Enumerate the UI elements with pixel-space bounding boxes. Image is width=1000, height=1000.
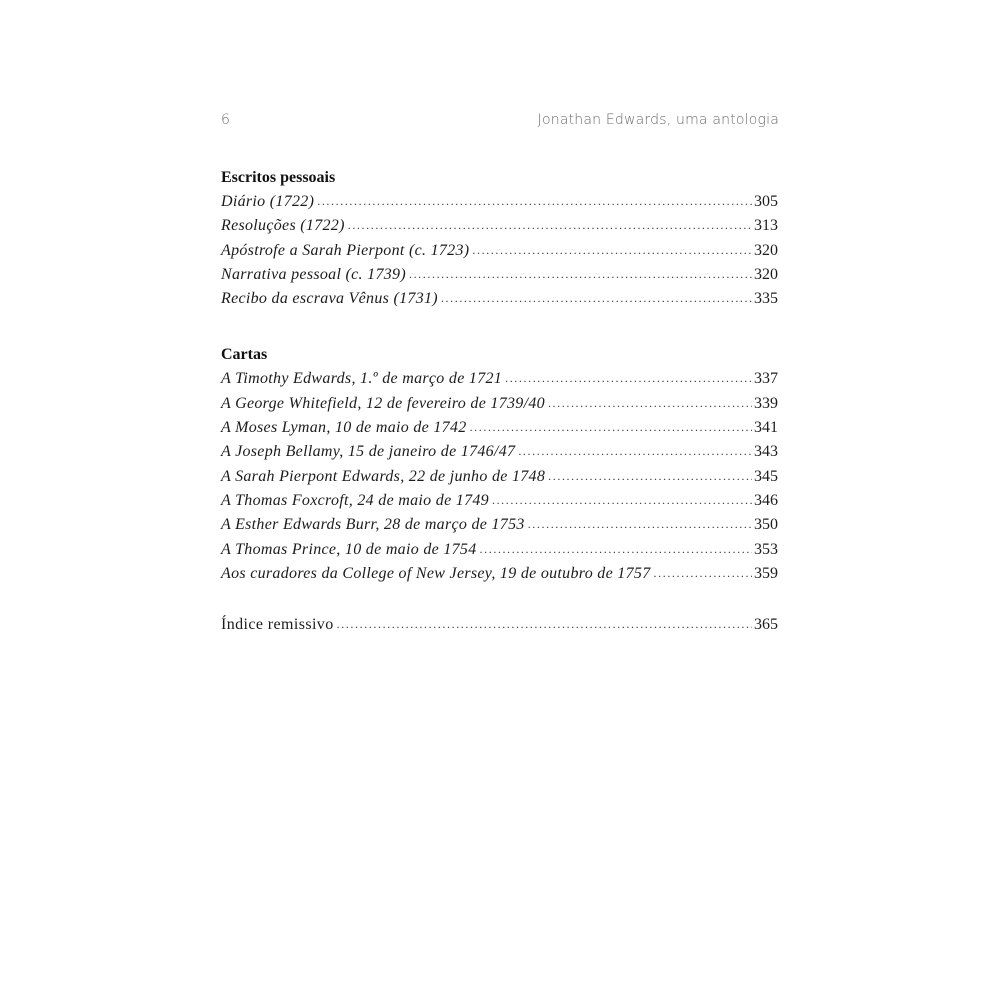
toc-entry-title: Narrativa pessoal (c. 1739)	[221, 265, 406, 283]
toc-entry-page: 346	[754, 491, 778, 509]
toc-entry-page: 339	[754, 394, 778, 412]
toc-entry-title: A Esther Edwards Burr, 28 de março de 1753	[221, 516, 525, 534]
toc-entry	[221, 489, 778, 513]
toc-entry-page: 365	[754, 616, 778, 634]
toc-entry-title: A George Whitefield, 12 de fevereiro de 1739/40	[221, 394, 545, 412]
dot-leader	[518, 439, 752, 463]
toc-entry-title: Aos curadores da College of New Jersey, 19 de outubro de 1757	[221, 564, 651, 582]
dot-leader	[528, 512, 752, 536]
toc-entry-page: 353	[754, 540, 778, 558]
dot-leader	[492, 488, 752, 512]
toc-entry	[221, 513, 778, 537]
toc-entry-title: Apóstrofe a Sarah Pierpont (c. 1723)	[221, 241, 470, 259]
page-number: 6	[221, 112, 231, 128]
toc-entry	[221, 465, 778, 489]
toc-entry-page: 341	[754, 419, 778, 437]
section-heading-escritos-pessoais: Escritos pessoais	[221, 169, 336, 186]
toc-entry-indice-remissivo	[221, 613, 778, 637]
toc-entry-page: 343	[754, 443, 778, 461]
dot-leader	[337, 612, 752, 636]
toc-entry-title: Índice remissivo	[221, 616, 334, 634]
toc-entry-title: A Timothy Edwards, 1.º de março de 1721	[221, 370, 503, 388]
toc-entry	[221, 440, 778, 464]
toc-entry-title: A Sarah Pierpont Edwards, 22 de junho de 1748	[221, 467, 546, 485]
toc-entry	[221, 392, 778, 416]
toc-entry	[221, 214, 778, 238]
toc-entry-page: 320	[754, 265, 778, 283]
toc-entry-page: 320	[754, 241, 778, 259]
section-spacer	[221, 311, 778, 343]
toc-entry	[221, 538, 778, 562]
dot-leader	[548, 391, 752, 415]
toc-entry	[221, 239, 778, 263]
toc-entry-page: 313	[754, 217, 778, 235]
toc-entry	[221, 190, 778, 214]
toc-entry-title: A Joseph Bellamy, 15 de janeiro de 1746/47	[221, 443, 516, 461]
dot-leader	[348, 213, 752, 237]
dot-leader	[470, 415, 752, 439]
toc-entry-title: A Thomas Prince, 10 de maio de 1754	[221, 540, 477, 558]
toc-entry-page: 337	[754, 370, 778, 388]
toc-entry-page: 305	[754, 193, 778, 210]
table-of-contents	[221, 166, 778, 637]
dot-leader	[441, 286, 752, 310]
toc-entry-title: Diário (1722)	[221, 193, 315, 210]
dot-leader	[480, 537, 752, 561]
running-head-title: Jonathan Edwards, uma antologia	[537, 112, 779, 128]
toc-entry-title: A Thomas Foxcroft, 24 de maio de 1749	[221, 491, 489, 509]
dot-leader	[409, 262, 752, 286]
toc-entry	[221, 416, 778, 440]
toc-entry-page: 359	[754, 564, 778, 582]
toc-entry	[221, 367, 778, 391]
running-head	[221, 112, 779, 136]
toc-entry-title: Recibo da escrava Vênus (1731)	[221, 290, 438, 308]
dot-leader	[472, 238, 752, 262]
toc-entry-page: 350	[754, 516, 778, 534]
toc-entry-page: 335	[754, 290, 778, 308]
toc-entry	[221, 263, 778, 287]
section-heading-cartas: Cartas	[221, 346, 268, 364]
section-spacer	[221, 586, 778, 613]
toc-entry-page: 345	[754, 467, 778, 485]
toc-entry-title: Resoluções (1722)	[221, 217, 345, 235]
dot-leader	[548, 464, 752, 488]
toc-entry-title: A Moses Lyman, 10 de maio de 1742	[221, 419, 467, 437]
dot-leader	[505, 366, 752, 390]
toc-entry	[221, 287, 778, 311]
dot-leader	[654, 561, 752, 585]
dot-leader	[317, 189, 752, 213]
toc-entry	[221, 562, 778, 586]
